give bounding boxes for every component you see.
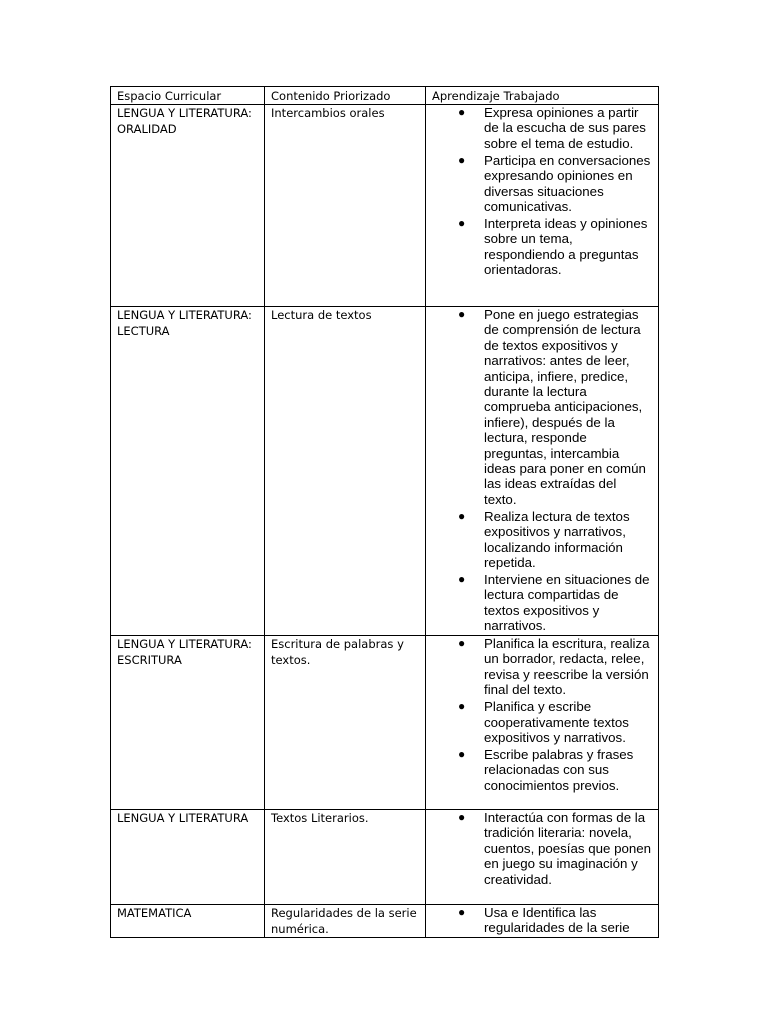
bullet-list [432,636,652,793]
aprendizaje-trabajado-cell [426,810,659,905]
list-item-text: Interactúa con formas de la tradición literaria: novela, cuentos, poesías que ponen en juego su imaginación y creatividad. [484,810,652,887]
curriculum-table [110,86,659,938]
list-item [432,572,652,634]
list-item [432,905,652,936]
aprendizaje-trabajado-cell [426,307,659,636]
list-item-text: Interviene en situaciones de lectura compartidas de textos expositivos y narrativos. [484,571,650,634]
list-item [432,509,652,571]
table-row [111,105,659,307]
bullet-icon: ● [458,905,466,920]
list-item [432,216,652,278]
contenido-priorizado-cell: Escritura de palabras y textos. [265,636,426,810]
list-item-text: Participa en conversaciones expresando opiniones en diversas situaciones comunicativas. [484,152,651,214]
list-item [432,699,652,745]
list-item [432,636,652,698]
list-item-text: Interpreta ideas y opiniones sobre un tema, respondiendo a preguntas orientadoras. [484,215,648,278]
table-row [111,307,659,636]
bullet-icon: ● [458,152,466,167]
espacio-curricular-cell: LENGUA Y LITERATURA: ESCRITURA [111,636,265,810]
list-item [432,747,652,793]
aprendizaje-trabajado-cell [426,905,659,938]
bullet-icon: ● [458,105,466,119]
table-header-row [111,87,659,105]
table-row [111,810,659,905]
bullet-icon: ● [458,571,466,586]
aprendizaje-trabajado-cell [426,636,659,810]
list-item [432,105,652,151]
contenido-priorizado-cell: Regularidades de la serie numérica. [265,905,426,938]
bullet-icon: ● [458,810,466,825]
list-item-text: Planifica la escritura, realiza un borrador, redacta, relee, revisa y reescribe la versión final del texto. [484,636,650,698]
aprendizaje-trabajado-cell [426,105,659,307]
table-row [111,905,659,938]
espacio-curricular-cell: MATEMATICA [111,905,265,938]
list-item [432,153,652,215]
list-item-text: Usa e Identifica las regularidades de la serie [484,905,630,936]
bullet-list [432,105,652,277]
espacio-curricular-cell: LENGUA Y LITERATURA [111,810,265,905]
contenido-priorizado-cell: Intercambios orales [265,105,426,307]
header-aprendizaje-trabajado: Aprendizaje Trabajado [426,87,659,105]
contenido-priorizado-cell: Lectura de textos [265,307,426,636]
espacio-curricular-cell: LENGUA Y LITERATURA: ORALIDAD [111,105,265,307]
bullet-list [432,905,652,936]
bullet-icon: ● [458,215,466,230]
list-item-text: Realiza lectura de textos expositivos y narrativos, localizando información repetida. [484,508,630,570]
bullet-list [432,307,652,634]
bullet-icon: ● [458,307,466,321]
header-espacio-curricular: Espacio Curricular [111,87,265,105]
list-item-text: Planifica y escribe cooperativamente textos expositivos y narrativos. [484,699,629,745]
header-contenido-priorizado: Contenido Priorizado [265,87,426,105]
table-row [111,636,659,810]
bullet-icon: ● [458,508,466,523]
list-item-text: Pone en juego estrategias de comprensión de lectura de textos expositivos y narrativos: antes de leer, anticipa, infiere, predice, durante la lectura comprueba anticipaciones, infiere), después de la lectura, responde preguntas, intercambia ideas para poner en común las ideas extraídas del texto. [484,307,646,507]
bullet-icon: ● [458,699,466,714]
list-item-text: Expresa opiniones a partir de la escucha de sus pares sobre el tema de estudio. [484,105,646,151]
list-item [432,810,652,887]
list-item-text: Escribe palabras y frases relacionadas con sus conocimientos previos. [484,746,634,793]
bullet-icon: ● [458,636,466,651]
espacio-curricular-cell: LENGUA Y LITERATURA: LECTURA [111,307,265,636]
list-item [432,307,652,507]
bullet-icon: ● [458,746,466,761]
contenido-priorizado-cell: Textos Literarios. [265,810,426,905]
bullet-list [432,810,652,887]
